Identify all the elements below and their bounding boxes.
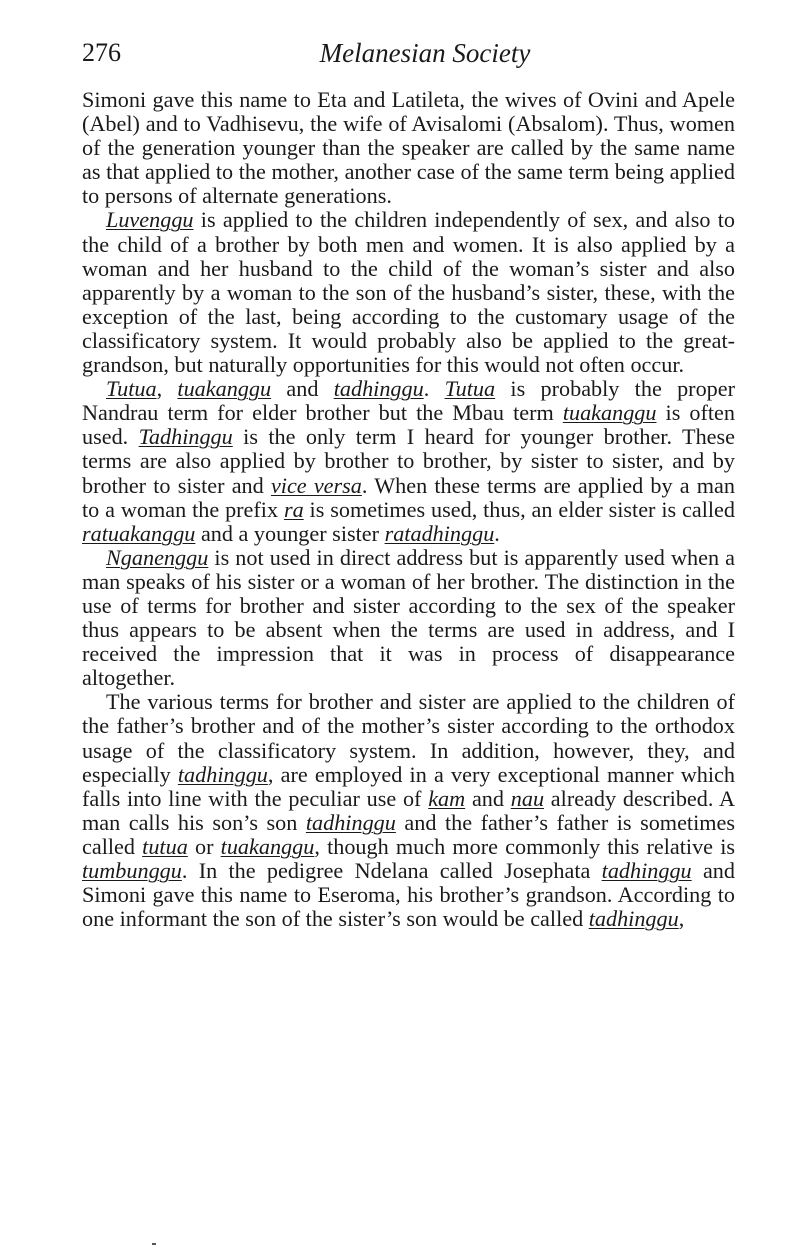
text-run: and Simoni gave this name to Eseroma, his brother’s grandson. According to one informant the son of the sister’s son would be called (82, 858, 735, 932)
paragraph (82, 208, 735, 377)
paragraph (82, 377, 735, 546)
text-run: or (187, 833, 221, 859)
print-speck (152, 1243, 156, 1245)
italic-term: tuakanggu (220, 833, 315, 859)
italic-term: tadhinggu (333, 376, 424, 402)
text-run: and (465, 785, 511, 811)
italic-term: nau (510, 785, 545, 811)
text-run: Simoni gave this name to Eta and Latileta, the wives of Ovini and Apele (Abel) and to Vadhisevu, the wife of Avisalomi (Absalom). Thus, women of the generation younger than the speaker are called by the same name as that applied to the mother, another case of the same term being applied to persons of alternate generations. (82, 87, 735, 209)
italic-term: tadhinggu (601, 858, 692, 883)
italic-term: Tadhinggu (138, 424, 233, 450)
page-number: 276 (82, 38, 121, 67)
italic-term: tadhinggu (588, 906, 679, 932)
paragraph (82, 690, 735, 931)
text-run: and a younger sister (195, 520, 385, 546)
text-run: is probably the proper Nandrau term for elder brother but the Mbau term (82, 376, 735, 426)
text-run: The various terms for brother and sister are applied to the children of the father’s brother and of the mother’s sister according to the orthodox usage of the classificatory system. In addition, however, they, and especially (82, 689, 735, 787)
text-run: is not used in direct address but is apparently used when a man speaks of his sister or a woman of her brother. The distinction in the use of terms for brother and sister according to the sex of the speaker thus appears to be absent when the terms are used in address, and I received the impression that it was in process of disappearance altogether. (82, 544, 735, 691)
italic-term: Nganenggu (106, 544, 209, 570)
text-run: is applied to the children independently of sex, and also to the child of a brother by both men and women. It is also applied by a woman and her husband to the child of the woman’s sister and also apparently by a woman to the son of the husband’s sister, these, with the exception of the last, being according to the customary usage of the classificatory system. It would probably also be applied to the great-grandson, but naturally opportunities for this would not often occur. (82, 207, 735, 378)
text-run: , though much more commonly this relative is (314, 833, 736, 859)
italic-term: ratuakanggu (82, 520, 196, 546)
italic-term: ratadhinggu (384, 520, 495, 546)
text-run: . (494, 520, 500, 546)
italic-term: vice versa (270, 472, 362, 498)
italic-term: tadhinggu (305, 809, 396, 835)
italic-term: Luvenggu (106, 207, 194, 233)
text-run: already described. A man calls his son’s son (82, 785, 735, 835)
italic-term: tadhinggu (177, 761, 268, 787)
paragraph (82, 546, 735, 691)
text-run: , are employed in a very exceptional manner which falls into line with the peculiar use of (82, 761, 735, 811)
text-run: and the father’s father is sometimes called (82, 809, 735, 859)
text-run: is the only term I heard for younger brother. These terms are also applied by brother to brother, by sister to sister, and by brother to sister and (82, 424, 735, 498)
italic-term: ra (283, 496, 304, 522)
text-run: , (678, 906, 685, 932)
running-title: Melanesian Society (319, 38, 531, 68)
text-run: is often used. (82, 400, 736, 450)
italic-term: tumbunggu (82, 858, 182, 883)
body-text (82, 88, 735, 931)
text-run: . (423, 376, 445, 402)
italic-term: tuakanggu (562, 400, 657, 426)
page-header (82, 38, 728, 74)
text-run: , (156, 376, 178, 402)
italic-term: Tutua (444, 376, 496, 402)
italic-term: tutua (142, 833, 188, 859)
text-run: . In the pedigree Ndelana called Josephata (181, 858, 602, 883)
text-run: and (271, 376, 334, 402)
paragraph (82, 88, 735, 208)
text-run: is sometimes used, thus, an elder sister is called (303, 496, 735, 522)
italic-term: Tutua (106, 376, 157, 402)
italic-term: kam (428, 785, 466, 811)
italic-term: tuakanggu (177, 376, 272, 402)
text-run: . When these terms are applied by a man to a woman the prefix (82, 472, 735, 522)
